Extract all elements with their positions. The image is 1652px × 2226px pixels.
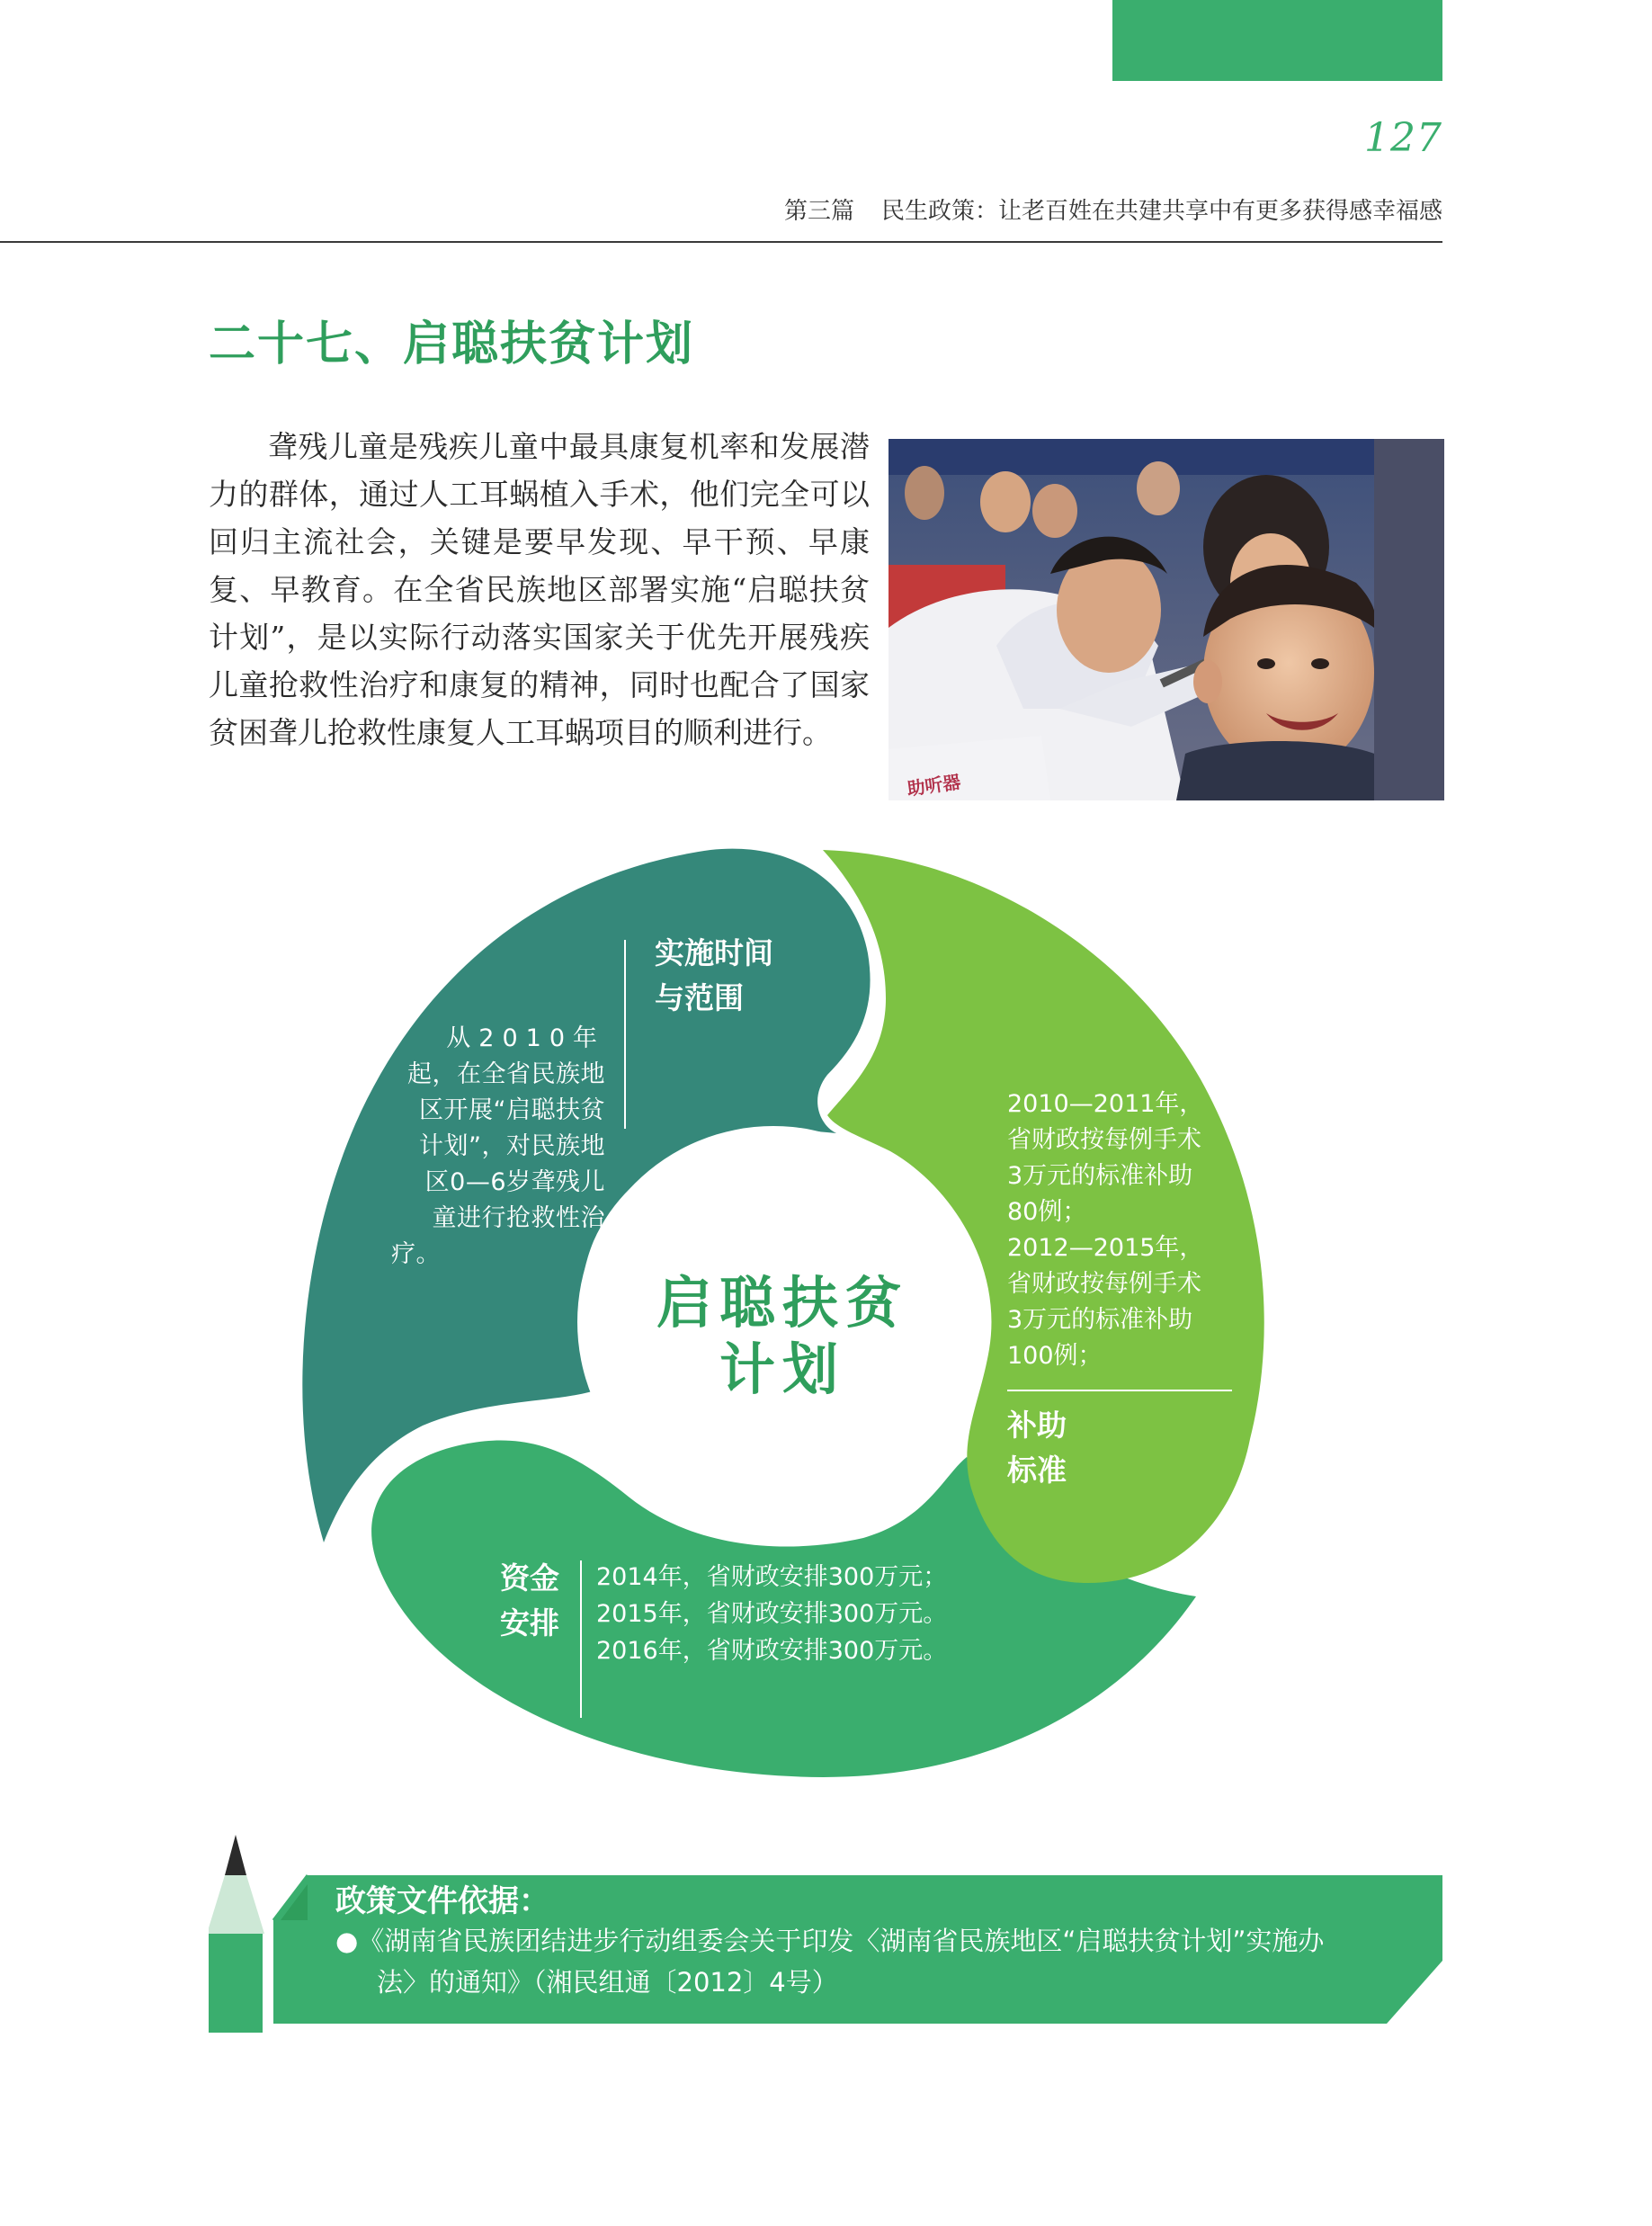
time-scope-line: 疗。	[391, 1240, 441, 1268]
time-scope-body	[391, 1021, 605, 1273]
subsidy-line: 80例；	[1007, 1198, 1087, 1226]
funding-heading-line1: 资金	[500, 1560, 559, 1596]
part-title: 民生政策：让老百姓在共建共享中有更多获得感幸福感	[880, 198, 1442, 225]
subsidy-heading-line1: 补助	[1007, 1408, 1067, 1443]
time-scope-line: 从2010年	[446, 1024, 605, 1052]
intro-paragraph: 聋残儿童是残疾儿童中最具康复机率和发展潜力的群体，通过人工耳蜗植入手术，他们完全可以回归主流社会，关键是要早发现、早干预、早康复、早教育。在全省民族地区部署实施“启聪扶贫计划”，是以实际行动落实国家关于优先开展残疾儿童抢救性治疗和康复的精神，同时也配合了国家贫困聋儿抢救性康复人工耳蜗项目的顺利进行。	[209, 429, 870, 750]
subsidy-line: 100例；	[1007, 1342, 1103, 1370]
page-number: 127	[1364, 115, 1442, 161]
subsidy-line: 2010—2011年，	[1007, 1090, 1204, 1118]
photo-doctor-examining-child-ear	[889, 439, 1444, 800]
time-scope-line: 区0—6岁聋残儿	[424, 1168, 605, 1196]
running-header	[784, 192, 1442, 226]
funding-heading-line2: 安排	[500, 1605, 559, 1640]
subsidy-line: 省财政按每例手术	[1007, 1270, 1201, 1298]
center-title-line2: 计划	[719, 1336, 845, 1402]
funding-line: 2014年，省财政安排300万元；	[596, 1563, 948, 1591]
header-rule	[0, 241, 1442, 243]
subsidy-divider	[1007, 1390, 1232, 1391]
policy-heading: 政策文件依据：	[335, 1883, 549, 1919]
policy-item-line2: 法〉的通知》（湘民组通〔2012〕4号）	[377, 1967, 838, 1998]
time-scope-line: 起，在全省民族地	[407, 1060, 605, 1088]
time-scope-heading-line1: 实施时间	[655, 935, 773, 970]
part-label: 第三篇	[783, 198, 854, 225]
header-tab	[1112, 0, 1442, 81]
subsidy-line: 省财政按每例手术	[1007, 1126, 1201, 1154]
photo-caption-text: 助听器	[906, 771, 962, 800]
subsidy-line: 3万元的标准补助	[1007, 1162, 1193, 1190]
time-scope-divider	[624, 940, 626, 1129]
funding-body	[596, 1559, 947, 1669]
subsidy-body	[1007, 1086, 1203, 1374]
subsidy-heading-line2: 标准	[1007, 1453, 1067, 1488]
policy-item-line1: 《湖南省民族团结进步行动组委会关于印发〈湖南省民族地区“启聪扶贫计划”实施办	[358, 1926, 1325, 1956]
pencil-icon	[209, 1835, 268, 2033]
funding-line: 2015年，省财政安排300万元。	[596, 1600, 948, 1628]
funding-line: 2016年，省财政安排300万元。	[596, 1637, 948, 1665]
policy-document-item	[335, 1920, 1415, 2003]
time-scope-heading-line2: 与范围	[655, 980, 744, 1015]
center-title-line1: 启聪扶贫	[656, 1270, 908, 1336]
subsidy-line: 2012—2015年，	[1007, 1234, 1204, 1262]
bullet-icon: ●	[335, 1926, 359, 1956]
time-scope-line: 区开展“启聪扶贫	[419, 1096, 605, 1124]
section-title: 二十七、启聪扶贫计划	[209, 317, 695, 371]
time-scope-line: 计划”，对民族地	[419, 1132, 605, 1160]
time-scope-line: 童进行抢救性治	[432, 1204, 605, 1232]
subsidy-line: 3万元的标准补助	[1007, 1306, 1193, 1334]
center-title	[612, 1270, 953, 1403]
funding-divider	[580, 1560, 582, 1718]
